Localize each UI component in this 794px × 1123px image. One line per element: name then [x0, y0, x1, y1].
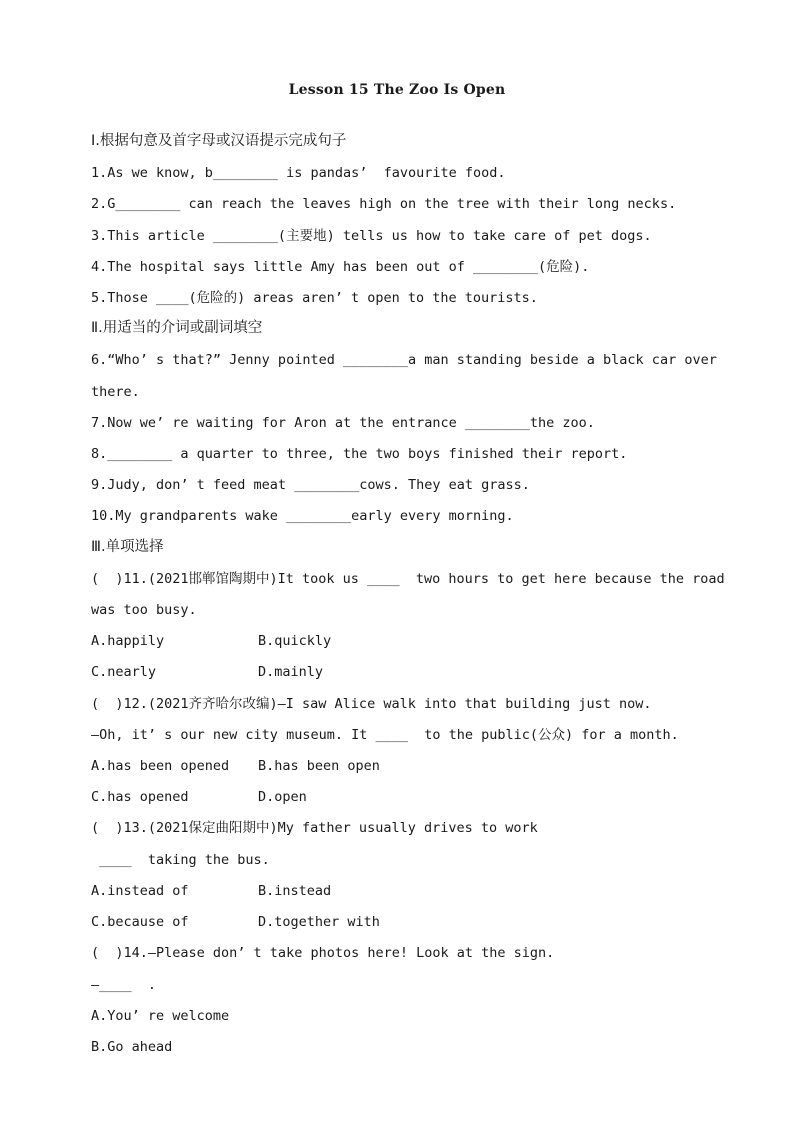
q11-option-b: B.quickly [258, 633, 332, 649]
question-11: ( )11.(2021邯郸馆陶期中)It took us ____ two hours to get here because the road [91, 571, 725, 587]
question-14-continued: —____ . [91, 977, 157, 993]
q13-option-b: B.instead [258, 883, 332, 899]
q13-option-a: A.instead of [91, 883, 189, 899]
question-14: ( )14.—Please don’ t take photos here! Look at the sign. [91, 945, 555, 961]
question-12-continued: —Oh, it’ s our new city museum. It ____ to the public(公众) for a month. [91, 727, 679, 743]
question-13-continued: ____ taking the bus. [91, 852, 270, 868]
q14-option-a: A.You’ re welcome [91, 1008, 230, 1024]
question-13: ( )13.(2021保定曲阳期中)My father usually drives to work [91, 820, 538, 836]
question-2: 2.G________ can reach the leaves high on the tree with their long necks. [91, 196, 677, 212]
page-title: Lesson 15 The Zoo Is Open [288, 82, 506, 98]
q11-option-d: D.mainly [258, 664, 324, 680]
question-4: 4.The hospital says little Amy has been out of ________(危险). [91, 259, 590, 275]
section-2-heading: Ⅱ.用适当的介词或副词填空 [91, 320, 263, 336]
question-3: 3.This article ________(主要地) tells us how to take care of pet dogs. [91, 228, 652, 244]
q14-option-b: B.Go ahead [91, 1039, 173, 1055]
question-1: 1.As we know, b________ is pandas’ favourite food. [91, 165, 506, 181]
question-8: 8.________ a quarter to three, the two boys finished their report. [91, 446, 628, 462]
q13-option-c: C.because of [91, 914, 189, 930]
q12-option-d: D.open [258, 789, 307, 805]
question-7: 7.Now we’ re waiting for Aron at the entrance ________the zoo. [91, 415, 595, 431]
q12-option-a: A.has been opened [91, 758, 230, 774]
q11-option-a: A.happily [91, 633, 165, 649]
question-9: 9.Judy, don’ t feed meat ________cows. They eat grass. [91, 477, 530, 493]
question-5: 5.Those ____(危险的) areas aren’ t open to the tourists. [91, 290, 538, 306]
section-3-heading: Ⅲ.单项选择 [91, 539, 164, 555]
section-1-heading: Ⅰ.根据句意及首字母或汉语提示完成句子 [91, 133, 347, 149]
q12-option-c: C.has opened [91, 789, 189, 805]
question-12: ( )12.(2021齐齐哈尔改编)—I saw Alice walk into that building just now. [91, 696, 652, 712]
question-6-continued: there. [91, 384, 140, 400]
q11-option-c: C.nearly [91, 664, 157, 680]
question-10: 10.My grandparents wake ________early every morning. [91, 508, 514, 524]
q13-option-d: D.together with [258, 914, 380, 930]
question-11-continued: was too busy. [91, 602, 197, 618]
question-6: 6.“Who’ s that?” Jenny pointed ________a man standing beside a black car over [91, 352, 717, 368]
q12-option-b: B.has been open [258, 758, 380, 774]
